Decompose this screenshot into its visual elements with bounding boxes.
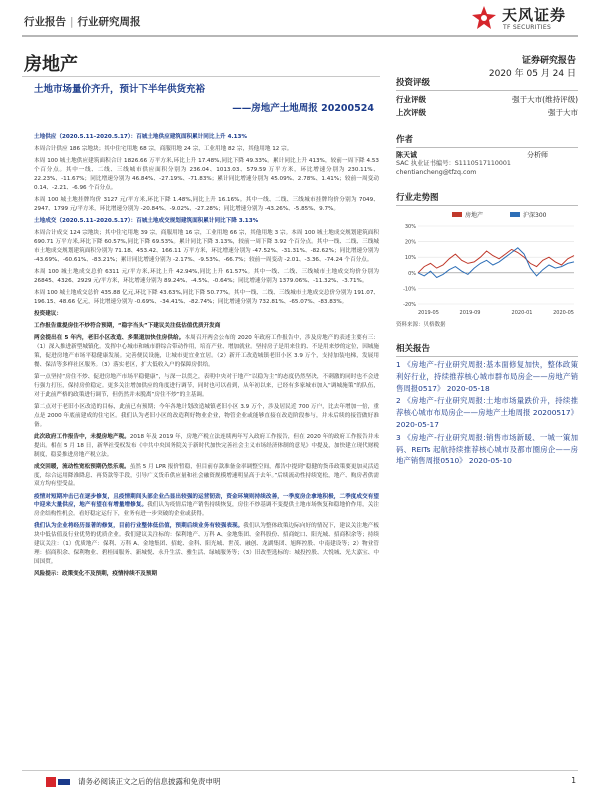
author-sac: SAC 执业证书编号：S1110517110001: [396, 160, 511, 167]
legend-swatch: [452, 212, 462, 217]
tf-securities-logo: [470, 2, 580, 34]
title-area: [34, 82, 374, 116]
related-report-item[interactable]: 2 《房地产-行业研究周报:土地市场量跌价升，持续推荐核心城市布局房企——房地产土地周报 20200517》 2020-05-17: [396, 396, 578, 429]
y-tick-label: 10%: [404, 255, 416, 262]
report-body: [34, 133, 379, 582]
paragraph: 本周召开两会公布的 2020 年政府工作报告中，涉及房地产的表述主要有三：（1）深入推进新型城镇化。发挥中心城市和城市群综合带动作用，培育产业、增加就业。坚持房子是用来住的、不是用来炒的定位，因城施策，促进房地产市场平稳健康发展。完善便民设施，让城市更宜业宜居。（2）新开工改造城镇老旧小区 3.9 万个，支持加装电梯，发展用餐、保洁等多样社区服务。（3）落实老区，扩大低收入户的保障房供给。: [34, 335, 379, 368]
paragraph: 本周 100 城土地成交总价 6311 元/平方米,环比上升 42.94%,同比上升 61.57%。其中一线、二线、三线城市土地成交均价分别为 26845、4326、2929 元/平方米，环比增速分别为 89.24%、-4.5%、-0.64%；同比增速分别为 1379.06%、-11.32%、-3.71%。: [34, 268, 379, 284]
author-email[interactable]: chentiancheng@tfzq.com: [396, 168, 477, 176]
trend-block: [396, 191, 578, 328]
logo-mark-icon: [470, 4, 498, 32]
sidebar: [396, 76, 578, 468]
chart-source: 资料来源：贝格数据: [396, 322, 446, 328]
industry-rating-value: 强于大市(维持评级): [512, 95, 578, 104]
related-report-item[interactable]: 1 《房地产-行业研究周报:基本面修复加快，整体政策利好行业，持续推荐核心城市群布局房企——房地产销售周报0517》 2020-05-18: [396, 360, 578, 393]
footer-logo-icon: [46, 776, 70, 788]
y-tick-label: -10%: [403, 286, 416, 293]
paragraph: 我们认为整体政策边际向好的情况下，建议关注地产板块中低估值及行业优势的优质企业。我们建议关注标的：保利地产、万科 A、金地集团、金科股份、招商蛇口、阳光城、招商积余等；持续建议关注：（1）优质地产：保利、万科 A、金地集团、招蛇、金科、阳光城、世茂、融创、龙湖集团、旭辉控股、中南建设等；2）物业管理：招商积余、保利物业、碧桂园服务、新城悦、永升生活、雅生活、绿城服务等；（3）旧改型选标的：城投控股、大悦城、光大嘉宝、中国国贸。: [34, 523, 379, 566]
industry-rating-row: [396, 93, 578, 106]
y-tick-label: 0%: [408, 270, 416, 277]
author-name: 陈天诚: [396, 151, 417, 159]
footer-disclaimer: 请务必阅读正文之后的信息披露和免责申明: [78, 777, 221, 786]
author-heading: 作者: [396, 133, 578, 148]
footer-divider: [22, 770, 578, 771]
logo-english: TF SECURITIES: [503, 24, 552, 31]
investment-lead: 工作报告重提房住不炒符合预期，“稳字当头”下建议关注低估值优质开发商: [34, 323, 221, 329]
paragraph: 本周合计成交 124 宗地块；其中住宅用地 39 宗，商服用地 16 宗，工业用地 66 宗，其他用地 3 宗。本周 100 城土地成交规划建筑面积 690.71 万平方米,环比下降 60.57%,同比下降 69.53%。累计同比下降 3.13%，较前一周下降 3.92 个百分点。其中一线、二线、三线城市土地成交规划建筑面积分别为 71.18、453.42、166.11 万平方米，环比增速分别为 -47.52%、-31.31%、-82.62%；同比增速分别为 -43.69%、-60.61%、-83.21%；累计同比增速分别为 -2.17%、-9.53%、-66.7%；较前一周变动 -2.01、-3.36、-74.24 个百分点。: [34, 230, 379, 263]
author-title: 分析师: [527, 151, 548, 159]
x-tick-label: 2019-09: [459, 310, 481, 316]
legend-swatch: [510, 212, 520, 217]
x-tick-label: 2020-01: [511, 310, 533, 316]
author-row: [396, 150, 578, 160]
industry-trend-chart: [396, 208, 578, 318]
rating-heading: 投资评级: [396, 76, 578, 91]
y-tick-label: 20%: [404, 239, 416, 246]
paragraph-lead: 成交回暖，流动性宽松预期仍然乐观。: [34, 463, 130, 470]
report-type: 证券研究报告: [521, 56, 576, 66]
paragraph: 本周合计供应 186 宗地块；其中住宅用地 68 宗，商服用地 24 宗，工业用地 82 宗，其他用地 12 宗。: [34, 146, 293, 153]
last-rating-row: [396, 106, 578, 119]
header-section: 行业报告: [24, 16, 66, 28]
paragraph-lead: 两会提出在 5 年内，老旧小区改造、多渠道加快住房供给。: [34, 335, 185, 342]
paragraph-lead: 我们认为企业将经历显著的修复，目前行业整体低估值，预期后续业务有较强表现。: [34, 523, 244, 530]
last-rating-label: 上次评级: [396, 108, 426, 117]
logo-name: 天风证券: [502, 6, 567, 24]
section-heading-investment: 投资建议：: [34, 310, 62, 317]
last-rating-value: 强于大市: [548, 108, 578, 117]
header-separator: |: [70, 16, 74, 28]
paragraph: 2018 年及 2019 年，房地产税立法连续两年写入政府工作报告，但在 2020 年的政府工作报告并未提出。相在 5 月 18 日，新华社受权发布《中共中央国务院关于新时代加快完善社会主义市场经济体制的意见》中提及，加快建立现代财税制度，稳妥推进房地产税立法。: [34, 433, 379, 458]
series-line-real-estate: [418, 249, 574, 272]
report-title: 土地市场量价齐升，预计下半年供货充裕: [34, 84, 206, 95]
related-heading: 相关报告: [396, 342, 578, 357]
paragraph-lead: 疫情对短期冲击已在逐步修复，且疫情期间头部企业凸显出较强的运营韧劲，资金环境则持续改善，一季度房企拿地积极，二季度成交有望中迎来大量供应，地产有望在有增量增修复。: [34, 493, 379, 509]
header: [0, 0, 600, 44]
section-heading-land-supply: 土地供应（2020.5.11–2020.5.17）：百城土地供应建筑面积累计同比上升 4.13%: [34, 134, 247, 140]
paragraph-lead: 此次政府工作报告中，未提房地产税。: [34, 433, 130, 440]
document-category: 房地产: [24, 54, 78, 75]
paragraph: 本周 100 城土地供应建筑面积合计 1826.66 万平方米,环比上升 17.48%,同比下降 49.33%。累计同比上升 413%，较前一周下降 4.53 个百分点。其中一线、二线、三线城市供应面积分别为 236.04、1013.03、579.59 万平方米，环比增速分别为 230.11%、22.23%、-11.67%；同比增速分别为 46.84%、-27.19%、-71.83%；累计同比增速分别为 45.09%、2.78%、1.41%；较前一周变动 0.14、-2.21、-6.96 个百分点。: [34, 158, 379, 191]
y-tick-label: -20%: [403, 302, 416, 308]
paragraph: 本周 100 城土地挂牌均价 3127 元/平方米,环比下降 1.48%,同比上升 16.16%。其中一线、二线、三线城市挂牌均价分别为 7049、2947、1799 元/平方米，环比增速分别为 -20.84%、-9.02%、-27.28%；同比增速分别为 -43.26%、-5.85%、9.7%。: [34, 197, 379, 212]
paragraph: 第一点坚持“房住不炒、促进房地产市场平稳健康”，与深一以贯之，表明中央对于地产“以稳为主”的态度仍然坚决，不刺激的同时也不会进行强力打压，保持房价稳定。更多关注增加供应的角度进行调节，同时也可以看到，从年初以来，已经有多家城市加入“调城施策”的队伍，对于此前严格的政策进行调节，但仍然并未脱离“房住不炒”的主基调。: [34, 373, 379, 398]
y-tick-label: 30%: [404, 224, 416, 230]
trend-heading: 行业走势图: [396, 191, 578, 206]
header-title: [24, 14, 141, 29]
paragraph: 我们认为疫情后地产销售持续恢复，房住不炒基调不变提供土地市场恢复和稳地价作用，关注房企结构性机会。看好稳定运行下，业务有进一步突破的企业或获得。: [34, 502, 379, 518]
legend-label: 房地产: [465, 212, 484, 219]
header-subsection: 行业研究周报: [77, 16, 141, 28]
related-report-item[interactable]: 3 《房地产-行业研究周报:销售市场新暖、一城一策加码、REITs 起航持续推荐核心城市及都市圈房企——房地产销售周报0510》 2020-05-10: [396, 432, 578, 466]
trend-chart-svg: [396, 208, 578, 318]
report-subtitle: ——房地产土地周报 20200524: [232, 103, 374, 114]
legend-label: 沪深300: [523, 212, 547, 219]
risk-warning: 风险提示：政策变化不及预期，疫情持续不及预期: [34, 571, 158, 578]
x-tick-label: 2020-05: [553, 310, 574, 316]
paragraph: 虽然 5 月 LPR 报价暂稳，但目前存款准备金率调整空间，都告中提到“稳健的货币政策要更加灵活适度，综合运用降准降息、再贷款等手段，引导广义货币供应量和社会融资规模增速明显高于去年。”后续流动性持续宽松，地产、购房者供需双方均有望受益。: [34, 463, 379, 488]
paragraph: 本周 100 城土地成交总价 435.88 亿元,环比下降 43.63%,同比下降 50.77%。其中一线、二线、三线城市土地成交总价分别为 191.07、196.15、48.66 亿元，环比增速分别为 -0.69%、-34.41%、-82.74%；同比增速分别为 732.81%、-65.07%、-83.83%。: [34, 289, 379, 305]
author-block: [396, 133, 578, 177]
category-divider: [22, 76, 380, 77]
report-date: 2020 年 05 月 24 日: [488, 69, 576, 79]
page-number: 1: [571, 776, 576, 785]
industry-rating-label: 行业评级: [396, 95, 426, 104]
paragraph: 第二点对于老旧小区改造的目标，此前已有预期；今年各地计划改造城镇老旧小区 3.9 万个，涉及居民近 700 万户，比去年增加一倍，重点是 2000 年底前建成的住宅区。我们认为老旧小区的改造利好物业企业，物管企业或能够直接在改造阶段参与，并未后续的接管做好准备。: [34, 403, 379, 428]
header-divider: [22, 35, 578, 37]
section-heading-land-transactions: 土地成交（2020.5.11–2020.5.17）：百城土地成交规划建筑面积累计同比下降 3.13%: [34, 218, 259, 224]
related-reports: [396, 342, 578, 467]
x-tick-label: 2019-05: [418, 310, 439, 316]
